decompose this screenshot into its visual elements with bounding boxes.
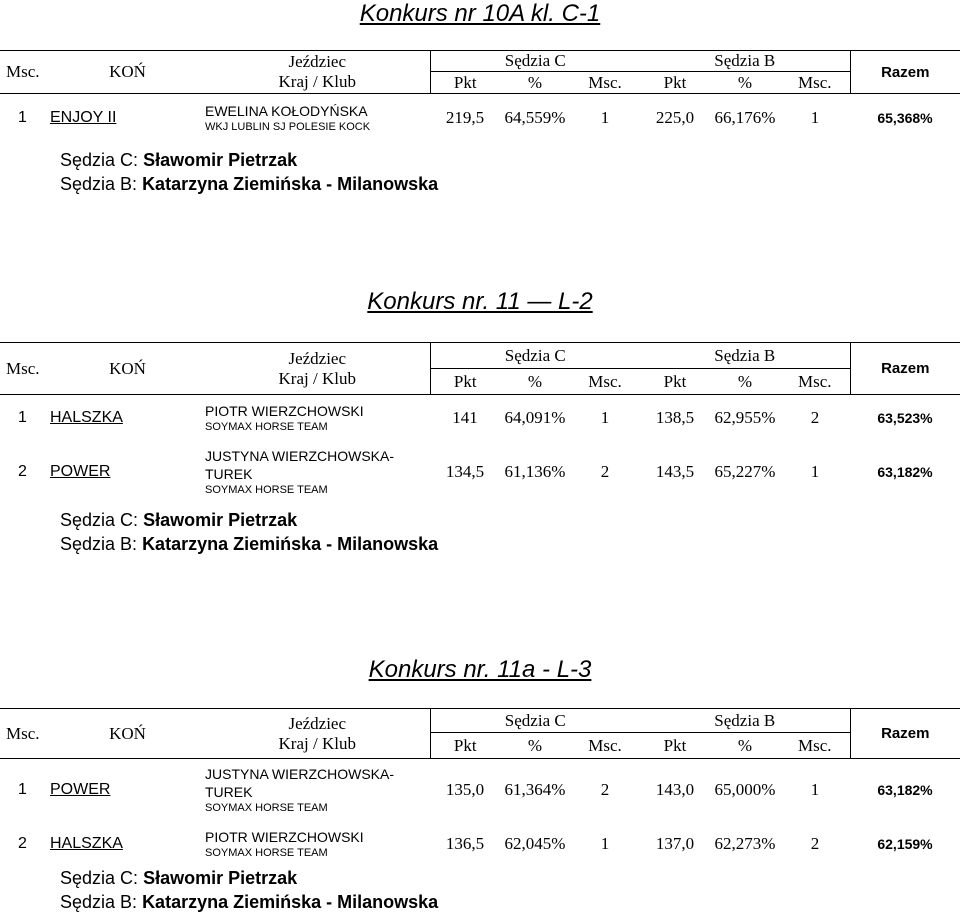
header-c-msc: Msc.	[588, 735, 622, 755]
score-b-pct: 66,176%	[710, 94, 780, 142]
score-b-msc: 2	[780, 395, 850, 441]
judge-c-line	[60, 866, 438, 890]
competition-title: Konkurs nr 10A kl. C-1	[359, 0, 601, 27]
header-kon: KOŃ	[50, 709, 205, 759]
score-c-msc: 2	[600, 461, 610, 481]
header-msc: Msc.	[0, 51, 50, 94]
judge-b-label: Sędzia B:	[60, 534, 138, 554]
row-place: 1	[0, 759, 50, 821]
header-c-msc: Msc.	[588, 72, 622, 92]
rider-club: SOYMAX HORSE TEAM	[205, 483, 328, 496]
competition-title: Konkurs nr. 11a - L-3	[368, 656, 592, 683]
header-c-pct: %	[527, 72, 543, 92]
table-row	[0, 821, 960, 867]
rider-club: SOYMAX HORSE TEAM	[205, 420, 328, 433]
header-rider	[205, 343, 430, 395]
rider-club: SOYMAX HORSE TEAM	[205, 846, 328, 859]
header-c-pct: %	[527, 371, 543, 391]
score-b-pct: 62,955%	[710, 395, 780, 441]
judge-b-line	[60, 890, 438, 914]
score-b-msc: 2	[810, 833, 820, 853]
results-table	[0, 342, 960, 503]
judge-b-name: Katarzyna Ziemińska - Milanowska	[142, 534, 439, 554]
score-total: 63,182%	[877, 463, 933, 480]
row-horse: HALSZKA	[50, 395, 205, 441]
header-c-pct: %	[527, 735, 543, 755]
header-judge-c: Sędzia C	[430, 51, 640, 72]
judge-b-line	[60, 532, 438, 556]
judge-b-line	[60, 172, 438, 196]
header-jezdziec: Jeździec	[288, 713, 347, 733]
table-row	[0, 441, 960, 503]
row-horse: ENJOY II	[50, 94, 205, 142]
header-msc: Msc.	[0, 709, 50, 759]
header-judge-c: Sędzia C	[430, 343, 640, 369]
score-b-pkt: 143,5	[655, 461, 695, 481]
score-c-msc: 2	[570, 759, 640, 821]
score-b-pct: 65,227%	[714, 461, 776, 481]
row-rider	[205, 94, 430, 142]
results-table	[0, 50, 960, 142]
header-b-pct: %	[737, 735, 753, 755]
header-judge-c: Sędzia C	[430, 709, 640, 733]
header-razem: Razem	[850, 343, 960, 395]
judge-c-name: Sławomir Pietrzak	[143, 150, 298, 170]
score-b-msc: 1	[780, 759, 850, 821]
header-kon: KOŃ	[50, 343, 205, 395]
score-total: 62,159%	[877, 835, 933, 852]
score-b-pkt: 137,0	[655, 833, 695, 853]
judge-b-label: Sędzia B:	[60, 892, 138, 912]
row-place: 2	[18, 834, 27, 852]
score-c-pct: 64,091%	[500, 395, 570, 441]
header-kraj: Kraj / Klub	[278, 368, 356, 388]
table-row	[0, 395, 960, 441]
rider-name: JUSTYNA WIERZCHOWSKA-TUREK	[205, 447, 395, 482]
competition-section	[0, 50, 960, 200]
header-b-msc: Msc.	[797, 371, 832, 391]
rider-name: JUSTYNA WIERZCHOWSKA-TUREK	[205, 765, 395, 800]
judge-c-label: Sędzia C:	[60, 150, 139, 170]
rider-name: PIOTR WIERZCHOWSKI	[205, 402, 364, 419]
header-b-pkt: Pkt	[663, 735, 687, 755]
header-b-pkt: Pkt	[663, 371, 687, 391]
header-b-pct: %	[737, 72, 753, 92]
header-judge-b: Sędzia B	[640, 709, 850, 733]
results-table	[0, 708, 960, 867]
header-rider	[205, 51, 430, 94]
score-c-pkt: 136,5	[445, 833, 485, 853]
row-horse: POWER	[50, 759, 205, 821]
score-b-pct: 65,000%	[710, 759, 780, 821]
header-b-msc: Msc.	[797, 735, 832, 755]
row-horse: HALSZKA	[50, 834, 123, 852]
header-c-pkt: Pkt	[453, 72, 477, 92]
score-total: 63,523%	[850, 395, 960, 441]
row-horse: POWER	[50, 462, 111, 480]
header-kraj: Kraj / Klub	[278, 733, 356, 753]
judge-b-name: Katarzyna Ziemińska - Milanowska	[142, 892, 439, 912]
header-rider	[205, 709, 430, 759]
header-c-msc: Msc.	[588, 371, 622, 391]
score-c-pct: 64,559%	[500, 94, 570, 142]
row-rider	[205, 821, 430, 867]
header-razem: Razem	[850, 51, 960, 94]
rider-club: SOYMAX HORSE TEAM	[205, 801, 328, 814]
judge-c-label: Sędzia C:	[60, 510, 139, 530]
header-msc: Msc.	[0, 343, 50, 395]
header-judge-b: Sędzia B	[640, 51, 850, 72]
score-c-pkt: 141	[430, 395, 500, 441]
score-c-pct: 62,045%	[504, 833, 566, 853]
judges-list	[60, 866, 438, 914]
score-b-msc: 1	[780, 94, 850, 142]
row-rider	[205, 759, 430, 821]
row-rider	[205, 441, 430, 503]
table-row	[0, 94, 960, 142]
row-rider	[205, 395, 430, 441]
score-c-pkt: 135,0	[430, 759, 500, 821]
header-jezdziec: Jeździec	[288, 52, 347, 71]
score-c-msc: 1	[570, 94, 640, 142]
competition-title: Konkurs nr. 11 — L-2	[367, 288, 593, 315]
score-b-pkt: 138,5	[640, 395, 710, 441]
score-b-pkt: 225,0	[640, 94, 710, 142]
judges-list	[60, 148, 438, 196]
score-b-pkt: 143,0	[640, 759, 710, 821]
header-jezdziec: Jeździec	[288, 348, 347, 368]
score-c-pkt: 219,5	[430, 94, 500, 142]
judge-c-label: Sędzia C:	[60, 868, 139, 888]
score-c-msc: 1	[600, 833, 610, 853]
header-razem: Razem	[850, 709, 960, 759]
score-b-pct: 62,273%	[714, 833, 776, 853]
rider-club: WKJ LUBLIN SJ POLESIE KOCK	[205, 120, 371, 133]
header-kon: KOŃ	[50, 51, 205, 94]
competition-section	[0, 708, 960, 918]
score-c-pkt: 134,5	[445, 461, 485, 481]
header-kraj: Kraj / Klub	[278, 72, 356, 91]
judges-list	[60, 508, 438, 556]
rider-name: PIOTR WIERZCHOWSKI	[205, 828, 364, 845]
competition-section	[0, 342, 960, 572]
score-c-pct: 61,136%	[504, 461, 566, 481]
row-place: 1	[0, 94, 50, 142]
row-place: 2	[18, 462, 27, 480]
judge-c-name: Sławomir Pietrzak	[143, 868, 298, 888]
judge-c-name: Sławomir Pietrzak	[143, 510, 298, 530]
score-c-pct: 61,364%	[500, 759, 570, 821]
judge-b-name: Katarzyna Ziemińska - Milanowska	[142, 174, 439, 194]
score-total: 63,182%	[850, 759, 960, 821]
judge-b-label: Sędzia B:	[60, 174, 138, 194]
row-place: 1	[0, 395, 50, 441]
table-row	[0, 759, 960, 821]
score-b-msc: 1	[810, 461, 820, 481]
judge-c-line	[60, 508, 438, 532]
header-b-pct: %	[737, 371, 753, 391]
header-b-msc: Msc.	[797, 72, 832, 92]
header-b-pkt: Pkt	[663, 72, 687, 92]
header-c-pkt: Pkt	[453, 371, 477, 391]
header-c-pkt: Pkt	[453, 735, 477, 755]
judge-c-line	[60, 148, 438, 172]
score-c-msc: 1	[570, 395, 640, 441]
score-total: 65,368%	[850, 94, 960, 142]
rider-name: EWELINA KOŁODYŃSKA	[205, 102, 368, 119]
header-judge-b: Sędzia B	[640, 343, 850, 369]
